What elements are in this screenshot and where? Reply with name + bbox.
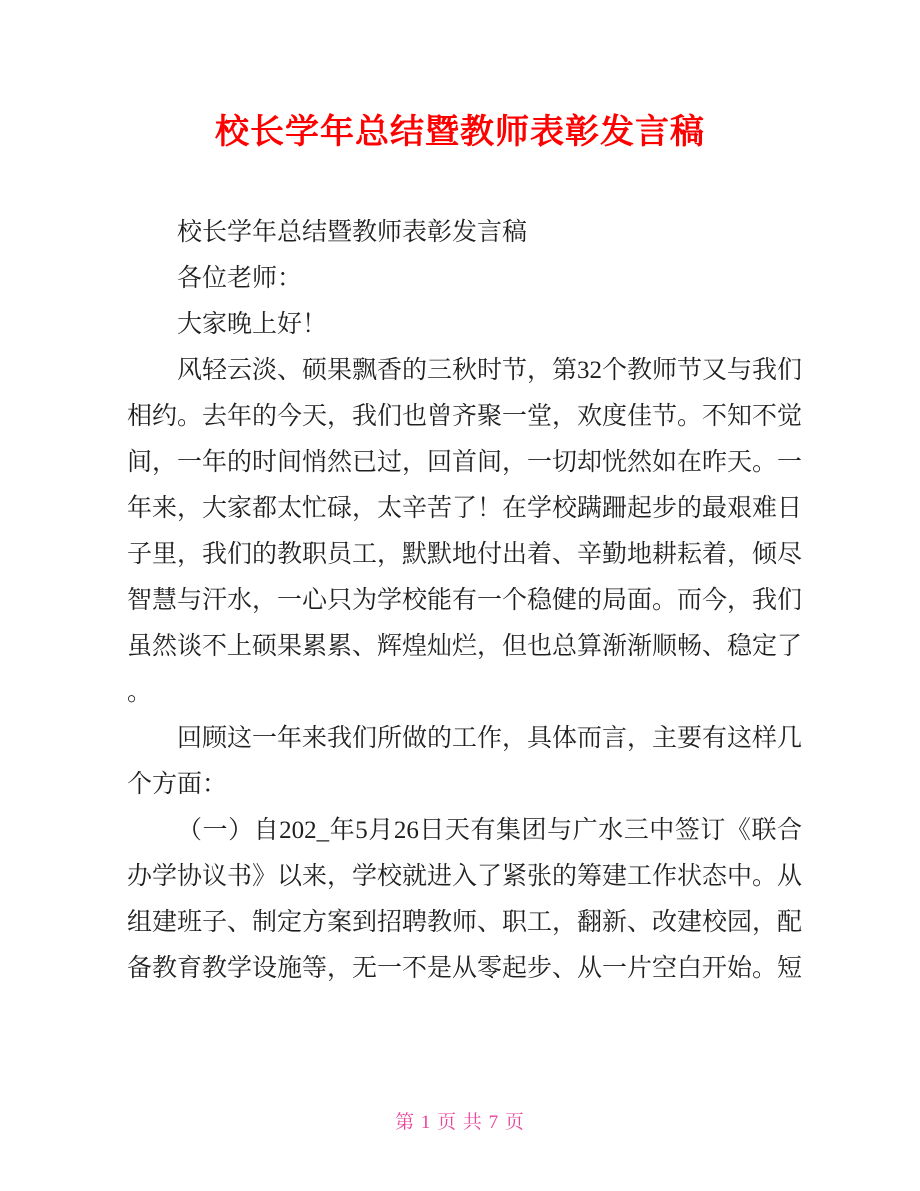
- paragraph-heading-line: 校长学年总结暨教师表彰发言稿: [177, 219, 528, 246]
- paragraph-review-lead: 回顾这一年来我们所做的工作，具体而言，主要有这样几个方面：: [127, 725, 803, 798]
- paragraph-intro: 风轻云淡、硕果飘香的三秋时节，第32个教师节又与我们相约。去年的今天，我们也曾齐聚一堂，欢度佳节。不知不觉间，一年的时间悄然已过，回首间，一切却恍然如在昨天。一年来，大家都太忙碌，太辛苦了！在学校蹒跚起步的最艰难日子里，我们的教职员工，默默地付出着、辛勤地耕耘着，倾尽智慧与汗水，一心只为学校能有一个稳健的局面。而今，我们虽然谈不上硕果累累、辉煌灿烂，但也总算渐渐顺畅、稳定了。: [127, 357, 803, 706]
- paragraph-greeting: 大家晚上好！: [177, 311, 328, 338]
- paragraph-salutation: 各位老师：: [177, 265, 303, 292]
- paragraph-item-one: （一）自202_年5月26日天有集团与广水三中签订《联合办学协议书》以来，学校就进入了紧张的筹建工作状态中。从组建班子、制定方案到招聘教师、职工，翻新、改建校园，配备教育教学设施等，无一不是从零起步、从一片空白开始。短: [127, 817, 803, 982]
- footer-page-indicator: 第 1 页 共 7 页: [395, 1112, 525, 1133]
- page-footer: [0, 1110, 920, 1136]
- document-title: 校长学年总结暨教师表彰发言稿: [215, 113, 705, 151]
- document-body: [127, 210, 802, 992]
